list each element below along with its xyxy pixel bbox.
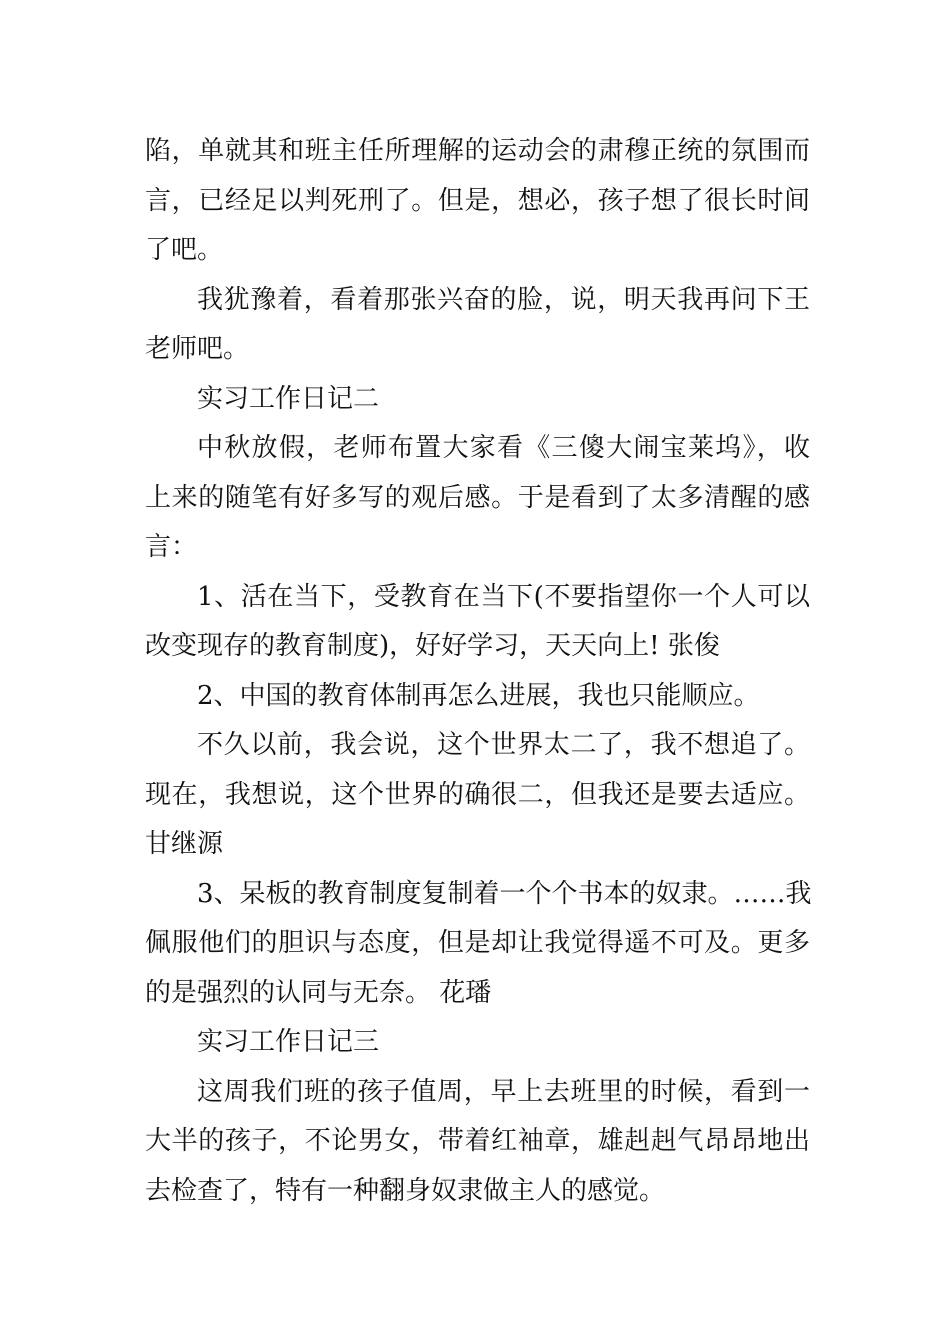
text-line: 言：: [145, 532, 198, 562]
text-line: 佩服他们的胆识与态度，但是却让我觉得遥不可及。更多: [145, 928, 810, 958]
list-item-line: 3、呆板的教育制度复制着一个个书本的奴隶。……我: [197, 878, 812, 909]
document-body: [145, 127, 810, 1216]
paragraph-start-line: 这周我们班的孩子值周，早上去班里的时候，看到一: [197, 1076, 810, 1107]
text-line: 改变现存的教育制度)，好好学习，天天向上! 张俊: [145, 631, 720, 661]
text-line: 言，已经足以判死刑了。但是，想必，孩子想了很长时间: [145, 185, 810, 216]
list-item-line: 1、活在当下，受教育在当下(不要指望你一个人可以: [197, 581, 810, 612]
text-line: 老师吧。: [145, 334, 250, 364]
text-line: 的是强烈的认同与无奈。 花璠: [145, 977, 492, 1008]
paragraph-start-line: 我犹豫着，看着那张兴奋的脸，说，明天我再问下王: [197, 284, 810, 315]
paragraph-start-line: 中秋放假，老师布置大家看《三傻大闹宝莱坞》，收: [197, 433, 810, 463]
paragraph-start-line: 不久以前，我会说，这个世界太二了，我不想追了。: [197, 730, 810, 760]
list-item-line: 2、中国的教育体制再怎么进展，我也只能顺应。: [197, 680, 760, 711]
text-line: 去检查了，特有一种翻身奴隶做主人的感觉。: [145, 1175, 666, 1206]
text-line: 陷，单就其和班主任所理解的运动会的肃穆正统的氛围而: [145, 136, 810, 166]
text-line: 甘继源: [145, 829, 224, 859]
section-heading: 实习工作日记三: [197, 1027, 380, 1057]
text-line: 了吧。: [145, 235, 224, 265]
text-line: 现在，我想说，这个世界的确很二，但我还是要去适应。: [145, 779, 810, 810]
text-line: 大半的孩子，不论男女，带着红袖章，雄赳赳气昂昂地出: [145, 1126, 810, 1156]
section-heading: 实习工作日记二: [197, 383, 380, 414]
text-line: 上来的随笔有好多写的观后感。于是看到了太多清醒的感: [145, 482, 810, 513]
